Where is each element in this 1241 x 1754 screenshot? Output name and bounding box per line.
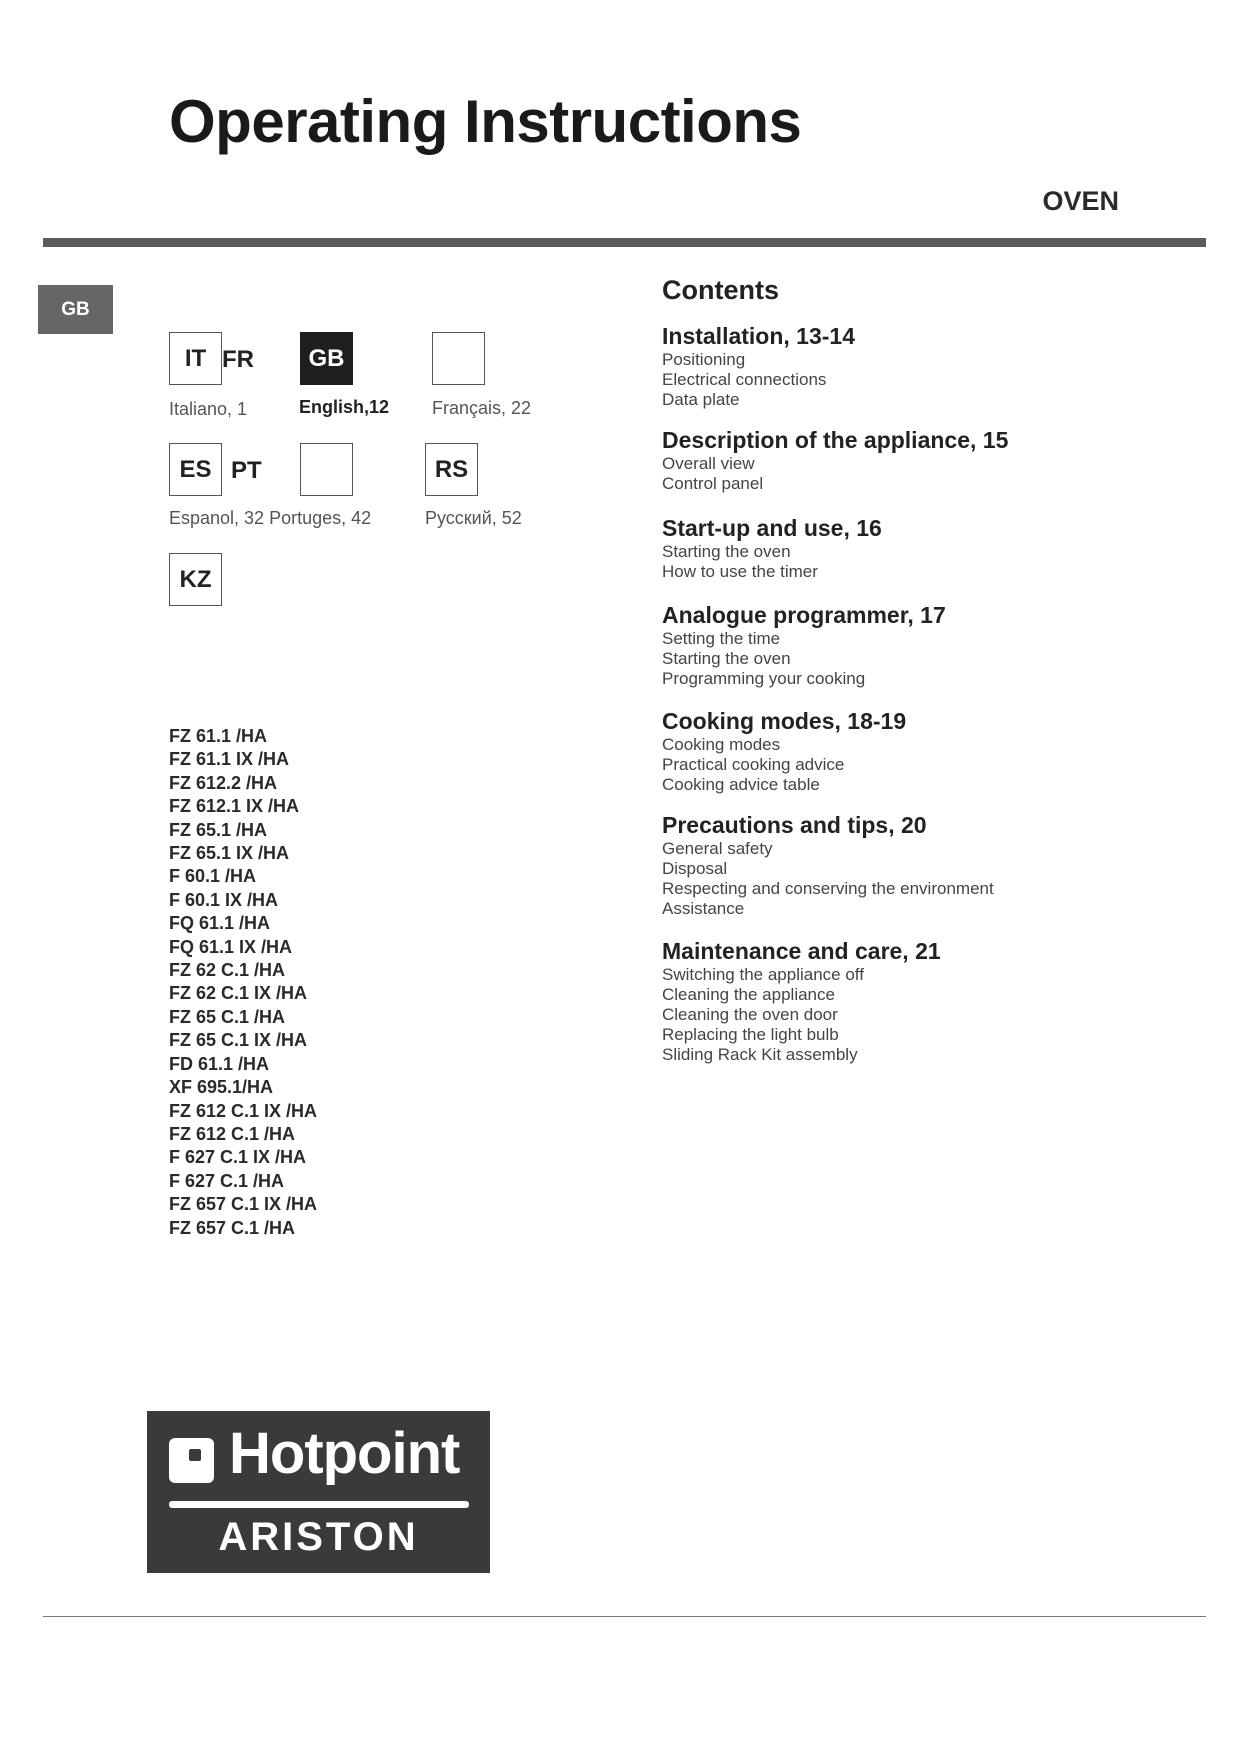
language-box-kz[interactable] [169, 553, 222, 606]
language-code-es: ES [179, 455, 212, 483]
model-list-item: FZ 612.1 IX /HA [169, 796, 300, 817]
toc-item[interactable]: Starting the oven [662, 542, 791, 561]
toc-item[interactable]: Electrical connections [662, 370, 827, 389]
language-code-gb: GB [308, 344, 345, 372]
toc-section [662, 811, 1222, 919]
toc-section [662, 601, 1222, 689]
product-label: OVEN [1042, 186, 1119, 216]
toc-item[interactable]: Replacing the light bulb [662, 1025, 839, 1044]
page-title: Operating Instructions [169, 88, 802, 155]
language-caption-espanol-portuges[interactable]: Espanol, 32 Portuges, 42 [169, 508, 372, 528]
model-list-item: FZ 65 C.1 /HA [169, 1006, 286, 1027]
language-box-fr[interactable] [432, 332, 485, 385]
language-code-kz: KZ [179, 565, 212, 593]
language-box-es[interactable] [169, 443, 222, 496]
toc-item[interactable]: Overall view [662, 454, 755, 473]
toc-item[interactable]: Positioning [662, 350, 746, 369]
toc-item[interactable]: Cleaning the appliance [662, 985, 835, 1004]
model-list-item: FZ 61.1 IX /HA [169, 749, 290, 770]
model-list-item: FQ 61.1 IX /HA [169, 936, 293, 957]
model-list-item: FZ 62 C.1 /HA [169, 960, 286, 981]
language-box-pt[interactable] [300, 443, 353, 496]
toc-section [662, 322, 1222, 410]
language-caption-francais[interactable]: Français, 22 [432, 398, 532, 418]
logo-wordmark-ariston: ARISTON [218, 1515, 419, 1559]
side-tab-label: GB [61, 298, 90, 320]
footer-divider [43, 1616, 1206, 1617]
logo-wordmark-hotpoint: Hotpoint [229, 1421, 460, 1486]
model-list-item: FD 61.1 /HA [169, 1053, 270, 1074]
language-code-fr[interactable]: FR [222, 346, 254, 373]
model-list-item: FZ 65.1 /HA [169, 819, 268, 840]
toc-section [662, 426, 1222, 494]
toc-item[interactable]: Programming your cooking [662, 669, 866, 688]
toc-item[interactable]: Disposal [662, 859, 728, 878]
toc-item[interactable]: Cleaning the oven door [662, 1005, 838, 1024]
language-code-it: IT [184, 344, 207, 372]
toc-item[interactable]: Switching the appliance off [662, 965, 864, 984]
language-code-pt[interactable]: PT [231, 457, 262, 484]
toc-section-title[interactable]: Description of the appliance, 15 [662, 427, 1009, 453]
model-list-item: FQ 61.1 /HA [169, 913, 271, 934]
model-list-item: FZ 612.2 /HA [169, 772, 278, 793]
header-divider [43, 238, 1206, 247]
model-list-item: FZ 62 C.1 IX /HA [169, 983, 308, 1004]
logo-mark-icon [169, 1438, 214, 1483]
toc-section [662, 707, 1222, 795]
toc-item[interactable]: Respecting and conserving the environment [662, 879, 994, 898]
toc-item[interactable]: Data plate [662, 390, 740, 409]
model-list-item: FZ 65.1 IX /HA [169, 843, 290, 864]
toc-section-title[interactable]: Start-up and use, 16 [662, 515, 882, 541]
model-list [169, 725, 317, 1240]
model-list-item: FZ 65 C.1 IX /HA [169, 1030, 308, 1051]
model-list-item: F 627 C.1 /HA [169, 1170, 285, 1191]
model-list-item: FZ 657 C.1 /HA [169, 1217, 296, 1238]
model-list-item: F 60.1 IX /HA [169, 889, 279, 910]
toc-item[interactable]: Control panel [662, 474, 764, 493]
toc-item[interactable]: General safety [662, 839, 773, 858]
toc-item[interactable]: Assistance [662, 899, 745, 918]
logo-divider [169, 1501, 469, 1508]
language-code-rs: RS [434, 455, 469, 483]
model-list-item: XF 695.1/HA [169, 1077, 274, 1098]
model-list-item: FZ 657 C.1 IX /HA [169, 1194, 318, 1215]
toc-item[interactable]: Sliding Rack Kit assembly [662, 1045, 858, 1064]
toc-section-title[interactable]: Installation, 13-14 [662, 323, 856, 349]
model-list-item: FZ 612 C.1 /HA [169, 1123, 296, 1144]
toc-section-title[interactable]: Analogue programmer, 17 [662, 602, 946, 628]
toc-item[interactable]: Practical cooking advice [662, 755, 845, 774]
language-box-rs[interactable] [425, 443, 478, 496]
contents-heading: Contents [662, 275, 779, 305]
toc-section [662, 937, 1222, 1065]
toc-section-title[interactable]: Cooking modes, 18-19 [662, 708, 907, 734]
model-list-item: FZ 61.1 /HA [169, 726, 268, 746]
toc-section-title[interactable]: Precautions and tips, 20 [662, 812, 927, 838]
toc-item[interactable]: Cooking advice table [662, 775, 820, 794]
language-caption-italiano[interactable]: Italiano, 1 [169, 399, 248, 419]
language-box-it[interactable] [169, 332, 222, 385]
language-caption-russian[interactable]: Русский, 52 [425, 508, 522, 528]
toc-item[interactable]: Starting the oven [662, 649, 791, 668]
toc-item[interactable]: Setting the time [662, 629, 781, 648]
toc-section [662, 514, 1222, 582]
toc-item[interactable]: Cooking modes [662, 735, 781, 754]
hotpoint-ariston-logo [147, 1411, 490, 1573]
toc-section-title[interactable]: Maintenance and care, 21 [662, 938, 941, 964]
model-list-item: FZ 612 C.1 IX /HA [169, 1100, 318, 1121]
model-list-item: F 627 C.1 IX /HA [169, 1147, 307, 1168]
language-box-gb[interactable] [300, 332, 353, 385]
toc-item[interactable]: How to use the timer [662, 562, 818, 581]
model-list-item: F 60.1 /HA [169, 866, 257, 887]
language-side-tab [38, 285, 113, 334]
language-caption-english[interactable]: English,12 [299, 397, 390, 417]
